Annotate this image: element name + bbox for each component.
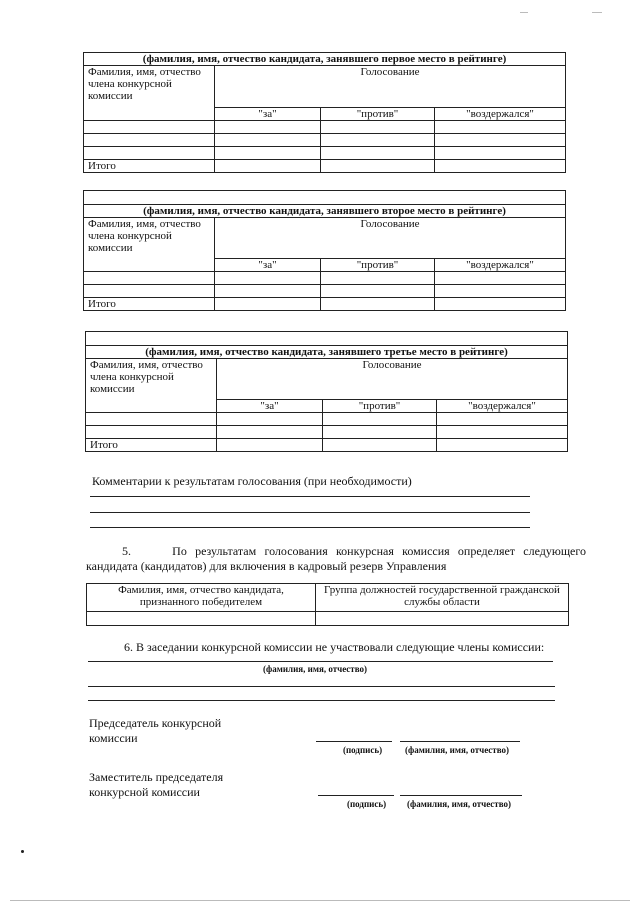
voting-header: Голосование [217,359,568,400]
section5-number: 5. [122,544,131,558]
total-abstain-cell[interactable] [435,298,566,311]
against-cell[interactable] [323,426,437,439]
abstain-cell[interactable] [435,285,566,298]
chair-fio-hint: (фамилия, имя, отчество) [405,745,510,755]
comments-line-1[interactable] [90,496,530,497]
scan-bottom-edge [10,900,630,901]
total-label: Итого [84,160,215,173]
scan-speck [21,850,24,853]
voting-table-1 [83,52,566,173]
col-for: "за" [215,108,321,121]
candidate-caption: (фамилия, имя, отчество кандидата, занявшего первое место в рейтинге) [84,53,566,66]
deputy-fio-hint: (фамилия, имя, отчество) [407,799,512,809]
table-row [84,121,566,134]
table-row [86,413,568,426]
member-column-header: Фамилия, имя, отчество члена конкурсной комиссии [86,359,217,413]
winner-name-header: Фамилия, имя, отчество кандидата, признанного победителем [87,584,316,612]
total-for-cell[interactable] [215,298,321,311]
abstain-cell[interactable] [437,426,568,439]
deputy-label: Заместитель председателя конкурсной комиссии [89,770,224,799]
total-against-cell[interactable] [323,439,437,452]
col-against: "против" [321,108,435,121]
member-cell[interactable] [84,147,215,160]
against-cell[interactable] [321,147,435,160]
candidate-caption: (фамилия, имя, отчество кандидата, занявшего второе место в рейтинге) [84,205,566,218]
total-label: Итого [86,439,217,452]
candidate-caption: (фамилия, имя, отчество кандидата, занявшего третье место в рейтинге) [86,346,568,359]
voting-table-3 [85,331,568,452]
member-cell[interactable] [84,272,215,285]
col-abstain: "воздержался" [435,259,566,272]
against-cell[interactable] [323,413,437,426]
for-cell[interactable] [215,285,321,298]
total-for-cell[interactable] [217,439,323,452]
candidate-name-cell[interactable] [84,191,566,205]
deputy-signature-line[interactable] [318,795,394,796]
comments-line-3[interactable] [90,527,530,528]
scan-edge-mark [520,12,528,13]
table-row [84,147,566,160]
col-for: "за" [215,259,321,272]
for-cell[interactable] [215,134,321,147]
against-cell[interactable] [321,121,435,134]
voting-header: Голосование [215,66,566,108]
total-against-cell[interactable] [321,298,435,311]
position-group-cell[interactable] [316,612,569,626]
abstain-cell[interactable] [435,147,566,160]
member-column-header: Фамилия, имя, отчество члена конкурсной комиссии [84,218,215,272]
table-row [84,272,566,285]
total-abstain-cell[interactable] [437,439,568,452]
total-abstain-cell[interactable] [435,160,566,173]
candidate-name-cell[interactable] [86,332,568,346]
comments-label: Комментарии к результатам голосования (при необходимости) [92,474,412,488]
absent-members-line-2[interactable] [88,686,555,687]
abstain-cell[interactable] [435,272,566,285]
col-abstain: "воздержался" [437,400,568,413]
total-label: Итого [84,298,215,311]
chair-label: Председатель конкурсной комиссии [89,716,222,745]
total-row [84,160,566,173]
absent-members-hint: (фамилия, имя, отчество) [263,664,368,674]
absent-members-line-1[interactable] [88,661,553,662]
total-row [86,439,568,452]
section5-text-line2: кандидата (кандидатов) для включения в кадровый резерв Управления [86,559,447,573]
for-cell[interactable] [215,272,321,285]
against-cell[interactable] [321,134,435,147]
abstain-cell[interactable] [437,413,568,426]
chair-fio-line[interactable] [400,741,520,742]
abstain-cell[interactable] [435,134,566,147]
table-row [84,134,566,147]
member-cell[interactable] [84,121,215,134]
total-for-cell[interactable] [215,160,321,173]
position-group-header: Группа должностей государственной гражданской службы области [316,584,569,612]
section5-paragraph [86,544,586,574]
scan-edge-mark [592,12,602,13]
total-row [84,298,566,311]
winner-name-cell[interactable] [87,612,316,626]
table-row [87,612,569,626]
reserve-table [86,583,569,626]
col-abstain: "воздержался" [435,108,566,121]
table-row [86,426,568,439]
voting-table-2 [83,190,566,311]
table-row [84,285,566,298]
against-cell[interactable] [321,272,435,285]
member-cell[interactable] [86,413,217,426]
absent-members-line-3[interactable] [88,700,555,701]
section6-text: 6. В заседании конкурсной комиссии не участвовали следующие члены комиссии: [124,640,545,654]
total-against-cell[interactable] [321,160,435,173]
member-cell[interactable] [84,285,215,298]
for-cell[interactable] [215,121,321,134]
for-cell[interactable] [217,413,323,426]
chair-signature-line[interactable] [316,741,392,742]
deputy-fio-line[interactable] [400,795,522,796]
for-cell[interactable] [217,426,323,439]
member-column-header: Фамилия, имя, отчество члена конкурсной комиссии [84,66,215,121]
for-cell[interactable] [215,147,321,160]
col-for: "за" [217,400,323,413]
abstain-cell[interactable] [435,121,566,134]
col-against: "против" [321,259,435,272]
comments-line-2[interactable] [90,512,530,513]
member-cell[interactable] [86,426,217,439]
chair-signature-hint: (подпись) [343,745,383,755]
section5-text-line1: По результатам голосования конкурсная комиссия определяет следующего [172,544,587,558]
voting-header: Голосование [215,218,566,259]
member-cell[interactable] [84,134,215,147]
against-cell[interactable] [321,285,435,298]
deputy-signature-hint: (подпись) [347,799,387,809]
col-against: "против" [323,400,437,413]
